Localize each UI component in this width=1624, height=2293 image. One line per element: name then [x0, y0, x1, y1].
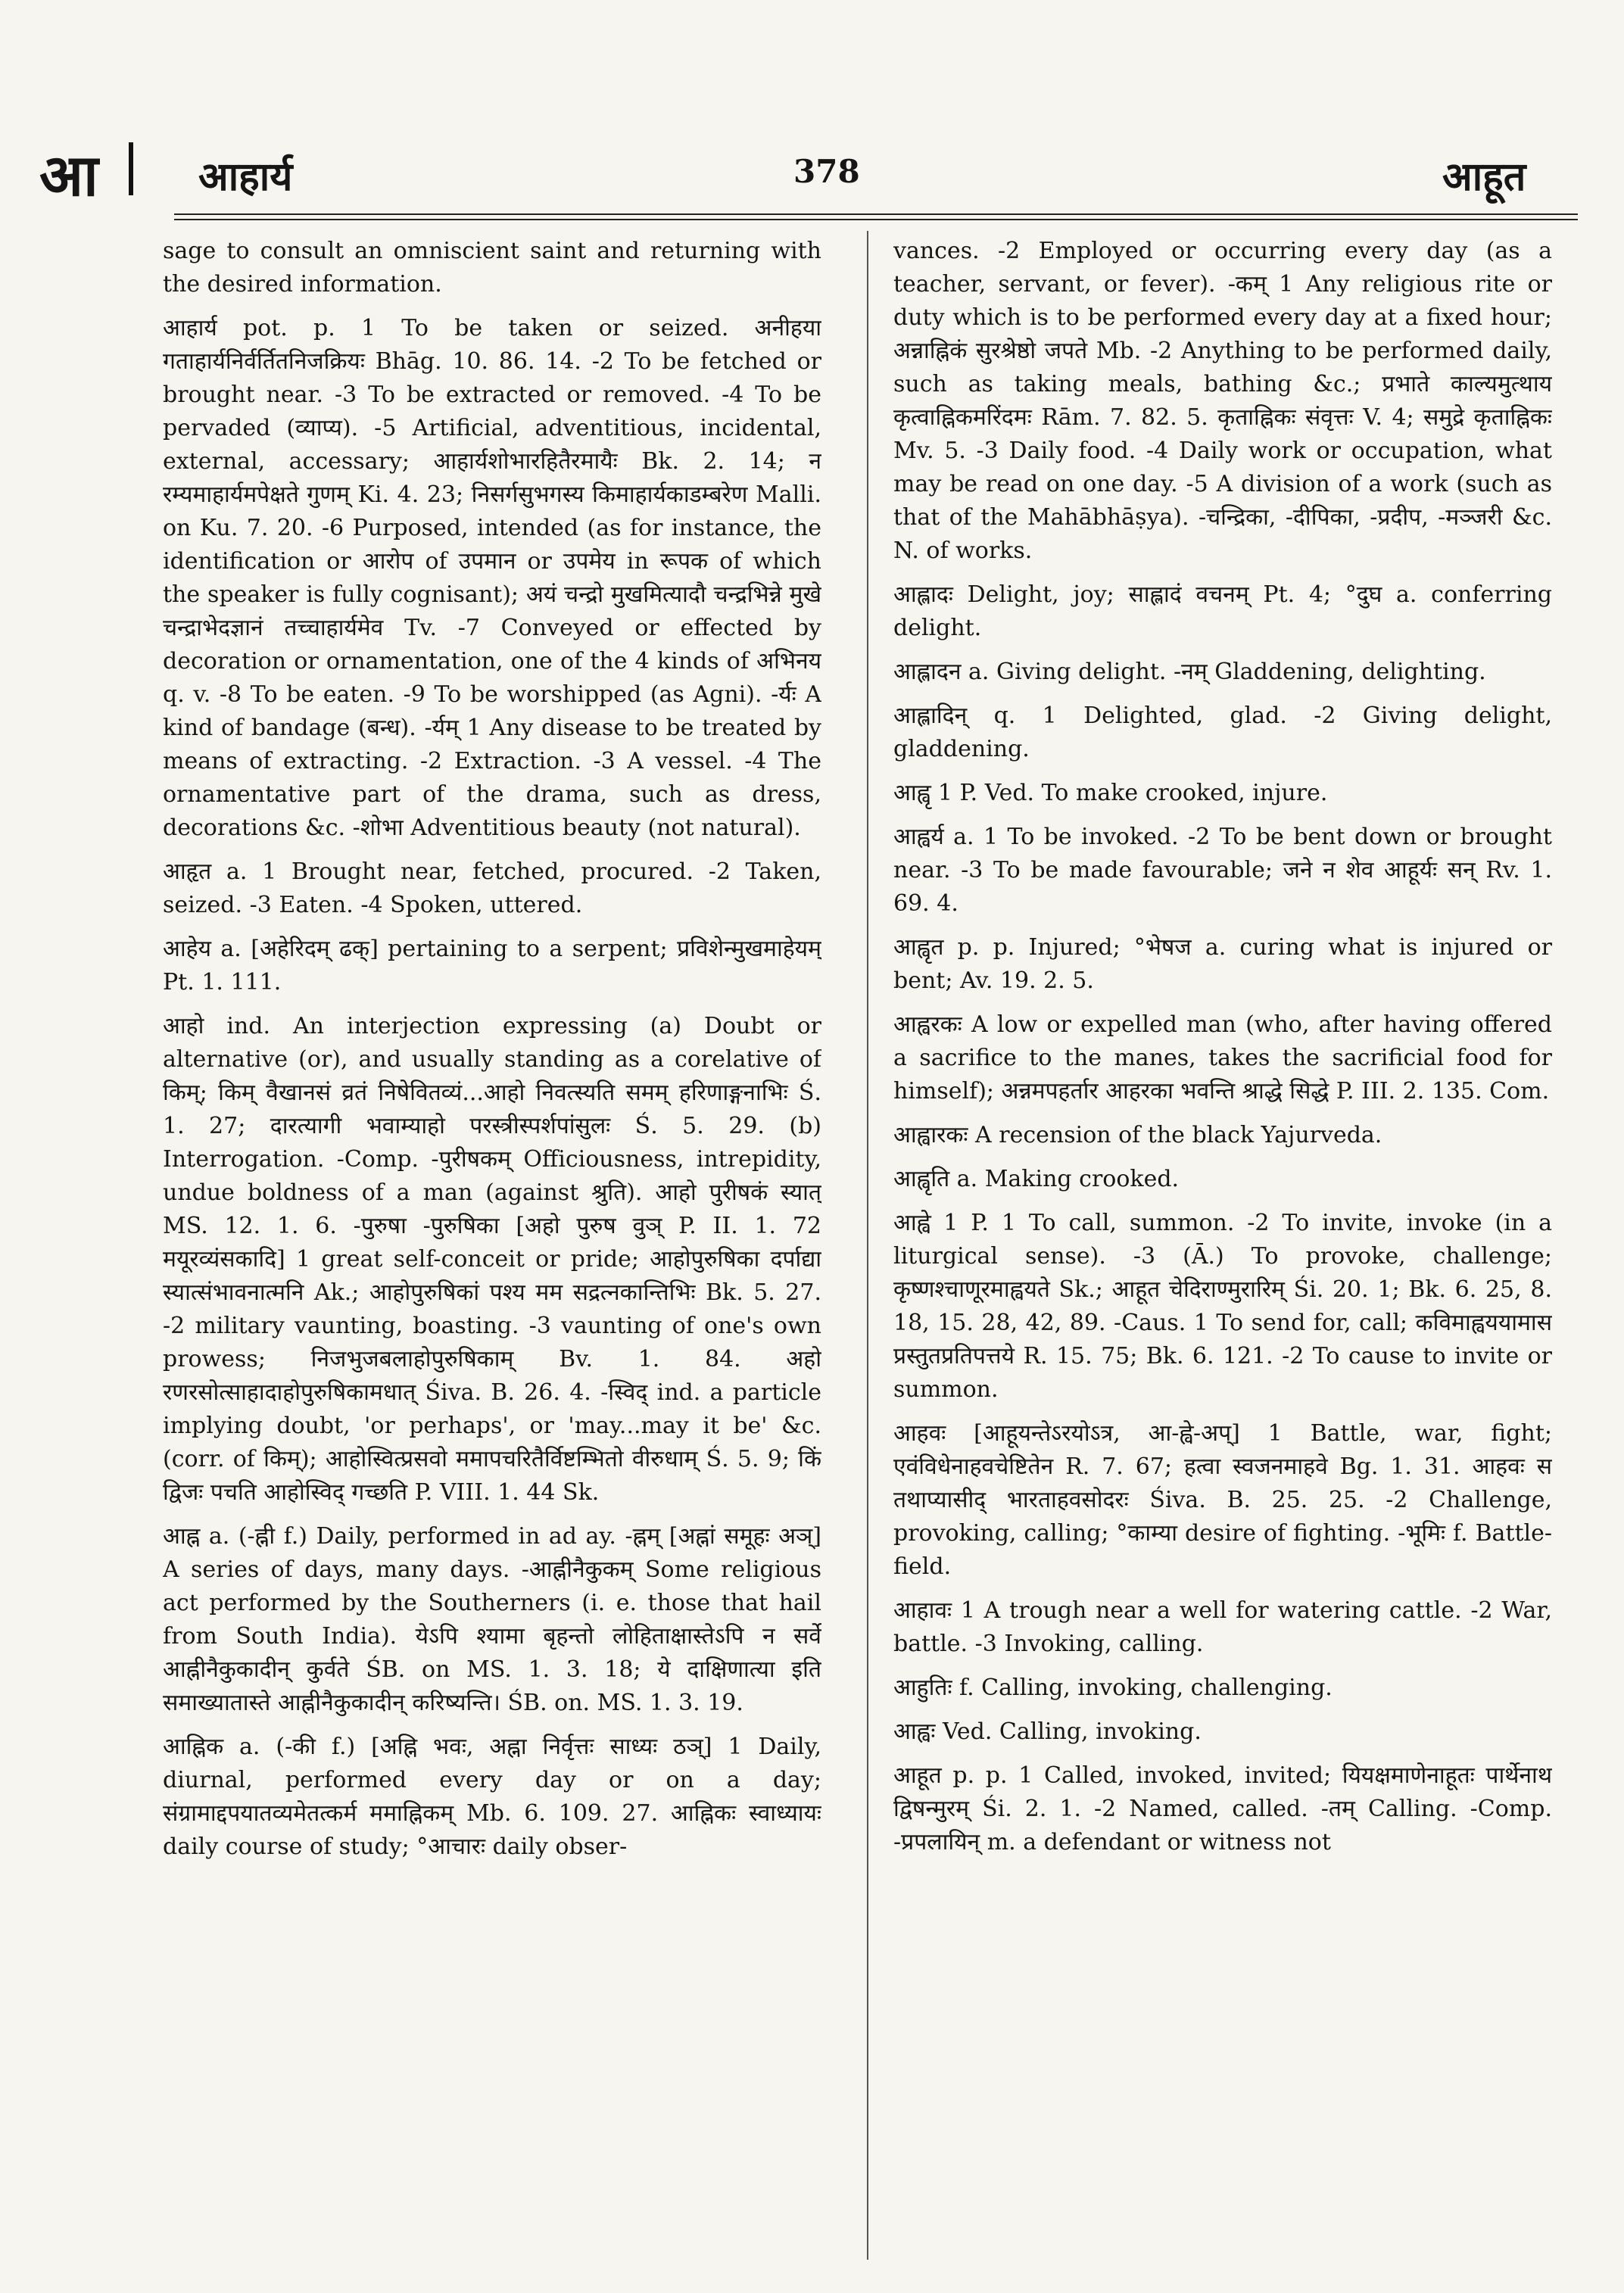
- dictionary-entry: आहवः [आहूयन्तेऽरयोऽत्र, आ-ह्वे-अप्] 1 Battle, war, fight; एवंविधेनाहवचेष्टितेन R. 7. 67; हत्वा स्वजनमाहवे Bg. 1. 31. आहवः स तथाप्यासीद् भारताहवसोदरः Śiva. B. 25. 25. -2 Challenge, provoking, calling; °काम्या desire of fighting. -भूमिः f. Battle-field.: [893, 1420, 1552, 1580]
- dictionary-entry: आहूत p. p. 1 Called, invoked, invited; यियक्षमाणेनाहूतः पार्थेनाथ द्विषन्मुरम् Śi. 2. 1. -2 Named, called. -तम् Calling. -Comp. -प्रपलायिन् m. a defendant or witness not: [893, 1762, 1552, 1855]
- page-header: [0, 0, 1624, 220]
- dictionary-entry: आह्वृति a. Making crooked.: [893, 1166, 1180, 1192]
- header-rule: [174, 213, 1578, 220]
- column-divider: [867, 231, 868, 2260]
- left-column: [163, 235, 821, 2271]
- dictionary-entry: आह्वे 1 P. 1 To call, summon. -2 To invite, invoke (in a liturgical sense). -3 (Ā.) To provoke, challenge; कृष्णश्चाणूरमाह्वयते Sk.; आहूत चेदिराण्मुरारिम् Śi. 20. 1; Bk. 6. 25, 8. 18, 15. 28, 42, 89. -Caus. 1 To send for, call; कविमाह्वययामास प्रस्तुतप्रतिपत्तये R. 15. 75; Bk. 6. 121. -2 To cause to invite or summon.: [893, 1210, 1552, 1403]
- dictionary-entry: आहुतिः f. Calling, invoking, challenging.: [893, 1675, 1333, 1701]
- page-number: 378: [793, 153, 860, 190]
- dictionary-entry: vances. -2 Employed or occurring every day (as a teacher, servant, or fever). -कम् 1 Any religious rite or duty which is to be performed every day at a fixed hour; अन्नाह्निकं सुरश्रेष्ठो जपते Mb. -2 Anything to be performed daily, such as taking meals, bathing &c.; प्रभाते काल्यमुत्थाय कृत्वाह्निकमरिंदमः Rām. 7. 82. 5. कृताह्निकः संवृत्तः V. 4; समुद्रे कृताह्निकः Mv. 5. -3 Daily food. -4 Daily work or occupation, what may be read on one day. -5 A division of a work (such as that of the Mahābhāṣya). -चन्द्रिका, -दीपिका, -प्रदीप, -मञ्जरी &c. N. of works.: [893, 238, 1552, 564]
- dictionary-entry: आह्निक a. (-की f.) [अह्नि भवः, अह्ना निर्वृत्तः साध्यः ठञ्] 1 Daily, diurnal, performed every day or on a day; संग्रामाद्दपयातव्यमेतत्कर्म ममाह्निकम् Mb. 6. 109. 27. आह्निकः स्वाध्यायः daily course of study; °आचारः daily obser-: [163, 1734, 821, 1860]
- dictionary-entry: आहावः 1 A trough near a well for watering cattle. -2 War, battle. -3 Invoking, calling.: [893, 1597, 1552, 1657]
- thumb-index-bar: [129, 142, 133, 195]
- dictionary-entry: आह्वृत p. p. Injured; °भेषज a. curing what is injured or bent; Av. 19. 2. 5.: [893, 934, 1552, 994]
- dictionary-entry: आह्वः Ved. Calling, invoking.: [893, 1718, 1202, 1745]
- running-headword-right: आहूत: [1442, 154, 1526, 200]
- dictionary-entry: आहार्य pot. p. 1 To be taken or seized. अनीहया गताहार्यनिर्वर्तितनिजक्रियः Bhāg. 10. 86. 14. -2 To be fetched or brought near. -3 To be extracted or removed. -4 To be pervaded (व्याप्य). -5 Artificial, adventitious, incidental, external, accessary; आहार्यशोभारहितैरमायैः Bk. 2. 14; न रम्यमाहार्यमपेक्षते गुणम् Ki. 4. 23; निसर्गसुभगस्य किमाहार्यकाडम्बरेण Malli. on Ku. 7. 20. -6 Purposed, intended (as for instance, the identification or आरोप of उपमान or उपमेय in रूपक of which the speaker is fully cognisant); अयं चन्द्रो मुखमित्यादौ चन्द्रभिन्ने मुखे चन्द्राभेदज्ञानं तच्चाहार्यमेव Tv. -7 Conveyed or effected by decoration or ornamentation, one of the 4 kinds of अभिनय q. v. -8 To be eaten. -9 To be worshipped (as Agni). -र्यः A kind of bandage (बन्ध). -र्यम् 1 Any disease to be treated by means of extracting. -2 Extraction. -3 A vessel. -4 The ornamentative part of the drama, such as dress, decorations &c. -शोभा Adventitious beauty (not natural).: [163, 315, 821, 841]
- running-headword-left: आहार्य: [198, 154, 293, 200]
- dictionary-entry: आह्वर्य a. 1 To be invoked. -2 To be bent down or brought near. -3 To be made favourable; जने न शेव आहूर्यः सन् Rv. 1. 69. 4.: [893, 824, 1552, 917]
- dictionary-entry: sage to consult an omniscient saint and returning with the desired information.: [163, 238, 821, 298]
- dictionary-entry: आह्लादिन् q. 1 Delighted, glad. -2 Giving delight, gladdening.: [893, 703, 1552, 762]
- dictionary-entry: आह्वृ 1 P. Ved. To make crooked, injure.: [893, 780, 1328, 806]
- right-column: [893, 235, 1552, 2271]
- dictionary-entry: आहृत a. 1 Brought near, fetched, procured. -2 Taken, seized. -3 Eaten. -4 Spoken, uttered.: [163, 858, 821, 918]
- dictionary-entry: आह्लादन a. Giving delight. -नम् Gladdening, delighting.: [893, 659, 1486, 685]
- dictionary-entry: आहेय a. [अहेरिदम् ढक्] pertaining to a serpent; प्रविशेन्मुखमाहेयम् Pt. 1. 111.: [163, 936, 821, 995]
- thumb-index: आ: [39, 142, 97, 209]
- dictionary-entry: आह्न a. (-ह्नी f.) Daily, performed in ad ay. -ह्नम् [अह्नां समूहः अञ्] A series of days, many days. -आह्नीनैकुकम् Some religious act performed by the Southerners (i. e. those that hail from South India). येऽपि श्यामा बृहन्तो लोहिताक्षास्तेऽपि न सर्वे आह्नीनैकुकादीन् कुर्वते ŚB. on MS. 1. 3. 18; ये दाक्षिणात्या इति समाख्यातास्ते आह्नीनैकुकादीन् करिष्यन्ति। ŚB. on. MS. 1. 3. 19.: [163, 1523, 821, 1716]
- dictionary-entry: आह्वरकः A low or expelled man (who, after having offered a sacrifice to the manes, takes the sacrificial food for himself); अन्नमपहर्तार आहरका भवन्ति श्राद्धे सिद्धे P. III. 2. 135. Com.: [893, 1011, 1552, 1104]
- dictionary-entry: आह्वारकः A recension of the black Yajurveda.: [893, 1122, 1382, 1148]
- dictionary-entry: आहो ind. An interjection expressing (a) Doubt or alternative (or), and usually standing as a corelative of किम्; किम् वैखानसं व्रतं निषेवितव्यं...आहो निवत्स्यति समम् हरिणाङ्गनाभिः Ś. 1. 27; दारत्यागी भवाम्याहो परस्त्रीस्पर्शपांसुलः Ś. 5. 29. (b) Interrogation. -Comp. -पुरीषकम् Officiousness, intrepidity, undue boldness of a man (against श्रुति). आहो पुरीषकं स्यात् MS. 12. 1. 6. -पुरुषा -पुरुषिका [अहो पुरुष वुञ् P. II. 1. 72 मयूरव्यंसकादि] 1 great self-conceit or pride; आहोपुरुषिका दर्पाद्या स्यात्संभावनात्मनि Ak.; आहोपुरुषिकां पश्य मम सद्रत्नकान्तिभिः Bk. 5. 27. -2 military vaunting, boasting. -3 vaunting of one's own prowess; निजभुजबलाहोपुरुषिकाम् Bv. 1. 84. अहो रणरसोत्साहादाहोपुरुषिकामधात् Śiva. B. 26. 4. -स्विद् ind. a particle implying doubt, 'or perhaps', or 'may...may it be' &c. (corr. of किम्); आहोस्वित्प्रसवो ममापचरितैर्विष्टम्भितो वीरुधाम् Ś. 5. 9; किं द्विजः पचति आहोस्विद् गच्छति P. VIII. 1. 44 Sk.: [163, 1013, 821, 1506]
- dictionary-entry: आह्लादः Delight, joy; साह्लादं वचनम् Pt. 4; °दुघ a. conferring delight.: [893, 581, 1552, 641]
